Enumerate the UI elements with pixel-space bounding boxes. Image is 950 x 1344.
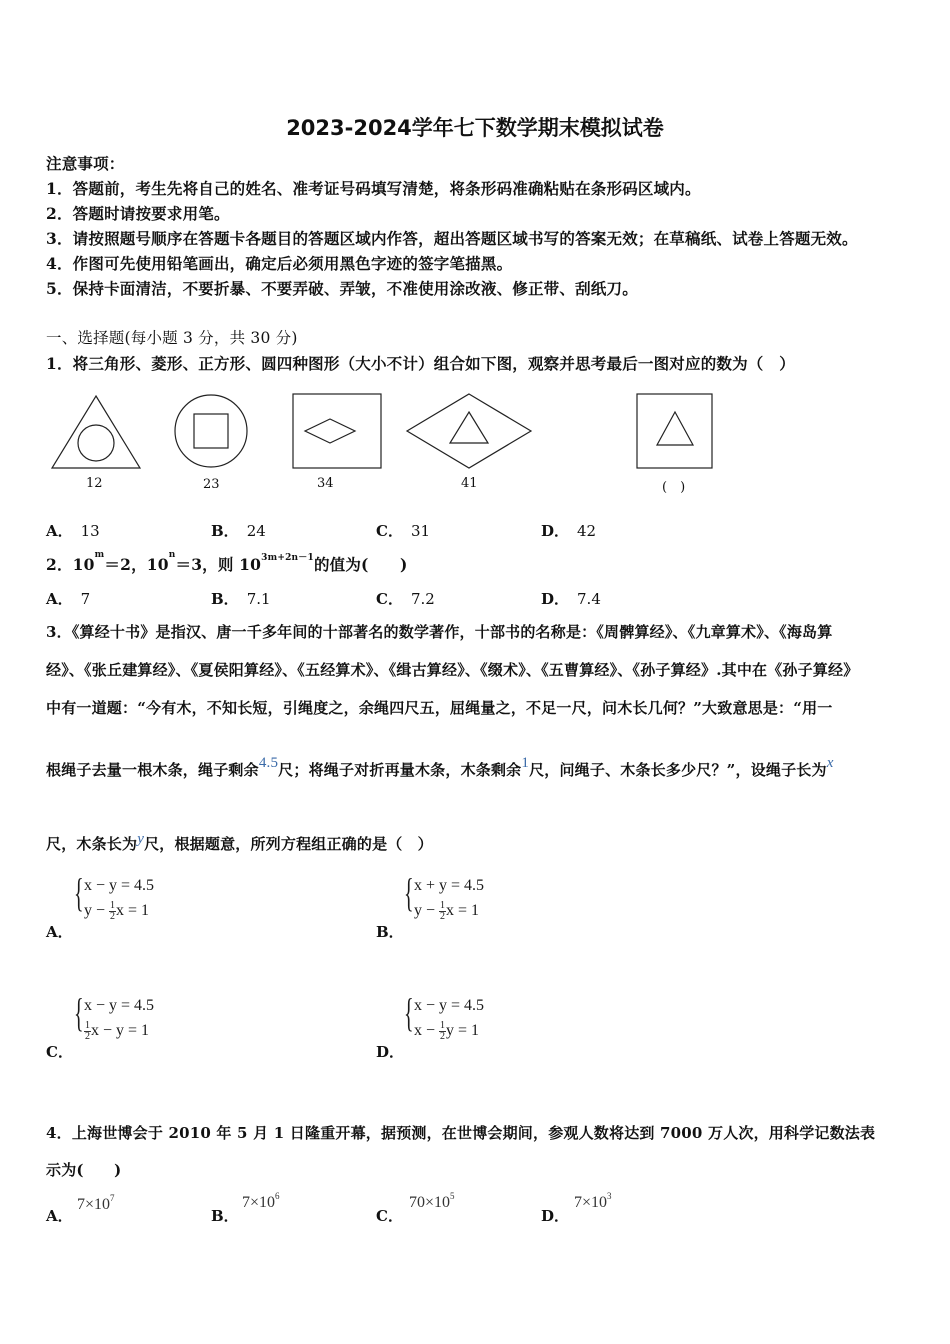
section-heading: 一、选择题(每小题 3 分，共 30 分) — [46, 329, 298, 347]
fig3-diamond — [305, 419, 355, 443]
q3-option-a[interactable]: A． — [46, 923, 73, 941]
q3-line: 3．《算经十书》是指汉、唐一千多年间的十部著名的数学著作，十部书的名称是：《周髀算经》、《九章算术》、《海岛算 — [46, 623, 833, 641]
q3-line: 根绳子去量一根木条，绳子剩余4.5尺；将绳子对折再量木条，木条剩余1尺，问绳子、木条长多少尺？”，设绳子长为x — [46, 755, 834, 779]
q4-option-c[interactable]: C． — [376, 1207, 403, 1225]
notice-item: 4．作图可先使用铅笔画出，确定后必须用黑色字迹的签字笔描黑。 — [46, 254, 513, 273]
q1-option-a[interactable]: A． 13 — [46, 522, 100, 540]
q4-line: 示为( ) — [46, 1161, 122, 1179]
notice-item: 1．答题前，考生先将自己的姓名、准考证号码填写清楚，将条形码准确粘贴在条形码区域内。 — [46, 179, 701, 198]
fig5-triangle — [657, 412, 693, 445]
page-title: 2023-2024学年七下数学期末模拟试卷 — [286, 116, 664, 140]
fig-label: 23 — [203, 477, 220, 492]
q4-option-a-value: $7\times 10^7$ — [77, 1193, 115, 1213]
q4-option-d[interactable]: D． — [541, 1207, 570, 1225]
notice-item: 5．保持卡面清洁，不要折暴、不要弄破、弄皱，不准使用涂改液、修正带、刮纸刀。 — [46, 279, 638, 298]
fig4-diamond — [407, 394, 531, 468]
fig2-square — [194, 414, 228, 448]
q2-option-a[interactable]: A． 7 — [46, 590, 91, 608]
q1-option-d[interactable]: D． 42 — [541, 522, 597, 540]
fig-label: 34 — [317, 476, 334, 491]
q3-line: 尺，木条长为y尺，根据题意，所列方程组正确的是（ ） — [46, 831, 433, 853]
q4-option-d-value: $7\times 10^3$ — [574, 1191, 612, 1211]
fig-label: 41 — [461, 476, 478, 491]
fig1-triangle — [52, 396, 140, 468]
fig4-triangle — [450, 412, 488, 443]
q1-option-c[interactable]: C． 31 — [376, 522, 431, 540]
q3-line: 经》、《张丘建算经》、《夏侯阳算经》、《五经算术》、《缉古算经》、《缀术》、《五曹算经》、《孙子算经》.其中在《孙子算经》 — [46, 661, 859, 679]
fig1-circle — [78, 425, 114, 461]
q2-option-b[interactable]: B． 7.1 — [211, 590, 271, 608]
q4-option-b-value: $7\times 10^6$ — [242, 1191, 280, 1211]
fig5-square — [637, 394, 712, 468]
notice-item: 3．请按照题号顺序在答题卡各题目的答题区域内作答，超出答题区域书写的答案无效；在草稿纸、试卷上答题无效。 — [46, 229, 858, 248]
q4-option-a[interactable]: A． — [46, 1207, 73, 1225]
q3-option-b[interactable]: B． — [376, 923, 404, 941]
q2-option-c[interactable]: C． 7.2 — [376, 590, 435, 608]
q3-option-d[interactable]: D． — [376, 1043, 405, 1061]
q1-figures — [46, 388, 736, 498]
q4-line: 4．上海世博会于 2010 年 5 月 1 日隆重开幕，据预测，在世博会期间，参观人数将达到 7000 万人次，用科学记数法表 — [46, 1124, 876, 1142]
fig-label: ( ) — [662, 480, 686, 495]
notice-heading: 注意事项： — [46, 154, 125, 173]
q4-option-c-value: $70\times 10^5$ — [409, 1191, 455, 1211]
q2-option-d[interactable]: D． 7.4 — [541, 590, 601, 608]
fig2-circle — [175, 395, 247, 467]
q1-option-b[interactable]: B． 24 — [211, 522, 266, 540]
q4-option-b[interactable]: B． — [211, 1207, 239, 1225]
notice-item: 2．答题时请按要求用笔。 — [46, 204, 230, 223]
fig-label: 12 — [86, 476, 103, 491]
q3-option-c[interactable]: C． — [46, 1043, 73, 1061]
q1-stem: 1．将三角形、菱形、正方形、圆四种图形（大小不计）组合如下图，观察并思考最后一图对应的数为（ ） — [46, 354, 795, 373]
q3-line: 中有一道题：“今有木，不知长短，引绳度之，余绳四尺五，屈绳量之，不足一尺，问木长几何？”大致意思是：“用一 — [46, 699, 833, 717]
q2-stem: 2．$10^m=2$，$10^n=3$，则 $10^{3m+2n-1}$的值为( ) — [46, 550, 408, 574]
